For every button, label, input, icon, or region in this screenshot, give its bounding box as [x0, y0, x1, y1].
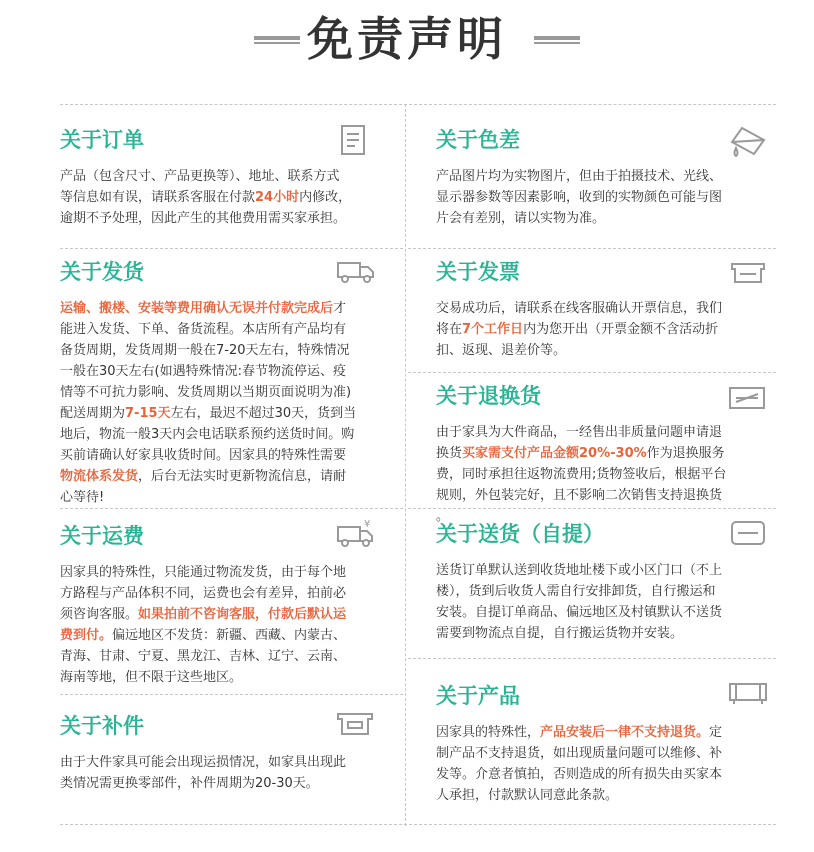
text-line [436, 485, 726, 506]
text-line [60, 340, 356, 361]
body-text: 配送周期为 [60, 406, 126, 421]
body-text: 青海、甘肃、宁夏、黑龙江、吉林、辽宁、云南、 [60, 649, 347, 664]
return-ticket-icon [728, 386, 766, 410]
text-line [436, 464, 726, 485]
text-line [60, 187, 351, 208]
divider [408, 658, 776, 659]
text-line [60, 562, 346, 583]
text-line [436, 722, 722, 743]
section-body [436, 298, 722, 361]
divider [405, 104, 406, 826]
text-line [60, 361, 356, 382]
text-line [60, 445, 356, 466]
text-line [436, 602, 722, 623]
text-line [436, 623, 722, 644]
body-text: 因家具的特殊性，只能通过物流发货，由于每个地 [60, 565, 347, 580]
section-title: 关于订单 [60, 128, 144, 152]
section-body [60, 298, 356, 508]
body-text: 产品（包含尺寸、产品更换等）、地址、联系方式 [60, 169, 340, 184]
section-body [436, 422, 726, 527]
highlight-text: 7-15天 [125, 406, 171, 421]
body-text: 扣、返现、退差价等。 [436, 343, 567, 358]
body-text: 交易成功后，请联系在线客服确认开票信息，我们 [436, 301, 723, 316]
section-body [60, 166, 351, 229]
highlight-text: 物流体系发货 [60, 469, 139, 484]
section-body [436, 560, 722, 644]
page-title: 免责声明 [307, 12, 507, 66]
text-line [436, 764, 722, 785]
text-line [60, 424, 356, 445]
divider [408, 372, 776, 373]
body-text: 定 [709, 725, 723, 740]
body-text: 作为退换服务 [646, 446, 725, 461]
section-title: 关于产品 [436, 684, 520, 708]
body-text: 才 [333, 301, 347, 316]
body-text: 备货周期，发货周期一般在7-20天左右，特殊情况 [60, 343, 350, 358]
body-text: 情等不可抗力影响、发货周期以当期页面说明为准) [60, 385, 352, 400]
card-icon [730, 520, 766, 546]
invoice-icon [730, 262, 766, 284]
highlight-text: 买家需支付产品金额20%-30% [462, 446, 647, 461]
body-text: 买前请确认好家具收货时间。因家具的特殊性需要 [60, 448, 347, 463]
body-text: 一般在30天左右(如遇特殊情况:春节物流停运、疫 [60, 364, 346, 379]
section-title: 关于补件 [60, 714, 144, 738]
section-body [436, 166, 722, 229]
text-line [60, 208, 351, 229]
body-text: 等信息如有误，请联系客服在付款 [60, 190, 256, 205]
section-body [436, 722, 722, 806]
text-line [60, 298, 356, 319]
paint-bucket-icon [728, 124, 770, 160]
body-text: 内为您开出（开票金额不含活动折 [523, 322, 719, 337]
body-text: 将在 [436, 322, 463, 337]
divider [60, 824, 776, 825]
body-text: 地后，物流一般3天内会电话联系预约送货时间。购 [60, 427, 355, 442]
highlight-text: 7个工作日 [462, 322, 524, 337]
body-text: 左右，最迟不超过30天，货到当 [170, 406, 357, 421]
section-body [60, 562, 346, 688]
highlight-text: 如果拍前不咨询客服，付款后默认运 [138, 607, 347, 622]
text-line [60, 319, 356, 340]
text-line [436, 581, 722, 602]
highlight-text: 运输、搬楼、安装等费用确认无误并付款完成后 [60, 301, 334, 316]
highlight-text: 费到付。 [60, 628, 113, 643]
body-text: 海南等地，但不限于这些地区。 [60, 670, 243, 685]
text-line [60, 752, 346, 773]
section-title: 关于送货（自提） [436, 522, 604, 546]
divider [408, 248, 776, 249]
text-line [436, 443, 726, 464]
body-text: 显示器参数等因素影响，收到的实物颜色可能与图 [436, 190, 723, 205]
text-line [60, 625, 346, 646]
body-text: 偏远地区不发货：新疆、西藏、内蒙古、 [112, 628, 347, 643]
text-line [60, 646, 346, 667]
section-title: 关于退换货 [436, 384, 541, 408]
section-title: 关于发票 [436, 260, 520, 284]
body-text: 规则，外包装完好，且不影响二次销售支持退换货 [436, 488, 723, 503]
divider [60, 694, 403, 695]
text-line [60, 773, 346, 794]
body-text: 类情况需更换零部件，补件周期为20-30天。 [60, 776, 319, 791]
sofa-icon [728, 680, 768, 706]
body-text: 费，同时承担往返物流费用;货物签收后，根据平台 [436, 467, 727, 482]
divider [60, 508, 403, 509]
body-text: 安装。自提订单商品、偏远地区及村镇默认不送货 [436, 605, 723, 620]
section-title: 关于色差 [436, 128, 520, 152]
parts-box-icon [336, 712, 374, 736]
body-text: 内修改， [299, 190, 352, 205]
body-text: 需要到物流点自提，自行搬运货物并安装。 [436, 626, 684, 641]
body-text: 逾期不予处理，因此产生的其他费用需买家承担。 [60, 211, 347, 226]
body-text: 发等。介意者慎拍，否则造成的所有损失由买家本 [436, 767, 723, 782]
divider [60, 104, 776, 105]
text-line [436, 319, 722, 340]
body-text: 能进入发货、下单、备货流程。本店所有产品均有 [60, 322, 347, 337]
body-text: 因家具的特殊性， [436, 725, 541, 740]
section-title: 关于运费 [60, 524, 144, 548]
body-text: 须咨询客服。 [60, 607, 139, 622]
section-body [60, 752, 346, 794]
text-line [436, 422, 726, 443]
text-line [436, 340, 722, 361]
body-text: 由于家具为大件商品，一经售出非质量问题申请退 [436, 425, 723, 440]
highlight-text: 24小时 [255, 190, 300, 205]
text-line [60, 466, 356, 487]
highlight-text: 产品安装后一律不支持退货。 [540, 725, 710, 740]
body-text: 。 [436, 509, 450, 524]
text-line [60, 403, 356, 424]
body-text: 心等待! [60, 490, 105, 505]
text-line [436, 208, 722, 229]
text-line [60, 487, 356, 508]
text-line [436, 560, 722, 581]
body-text: 由于大件家具可能会出现运损情况，如家具出现此 [60, 755, 347, 770]
text-line [436, 187, 722, 208]
text-line [60, 604, 346, 625]
body-text: 片会有差别，请以实物为准。 [436, 211, 606, 226]
body-text: 制产品不支持退货，如出现质量问题可以维修、补 [436, 746, 723, 761]
delivery-fee-icon [336, 518, 376, 548]
text-line [436, 743, 722, 764]
body-text: 楼），货到后收货人需自行安排卸货，自行搬运和 [436, 584, 716, 599]
section-title: 关于发货 [60, 260, 144, 284]
body-text: 换货 [436, 446, 463, 461]
page-header [0, 0, 814, 92]
body-text: 方路程与产品体积不同，运费也会有差异，拍前必 [60, 586, 347, 601]
text-line [436, 785, 722, 806]
text-line [436, 298, 722, 319]
truck-icon [336, 260, 376, 284]
body-text: ，后台无法实时更新物流信息，请耐 [138, 469, 347, 484]
body-text: 产品图片均为实物图片，但由于拍摄技术、光线、 [436, 169, 723, 184]
svg-text:¥: ¥ [364, 519, 371, 530]
text-line [60, 382, 356, 403]
text-line [60, 583, 346, 604]
document-icon [340, 124, 368, 156]
body-text: 送货订单默认送到收货地址楼下或小区门口（不上 [436, 563, 723, 578]
body-text: 人承担，付款默认同意此条款。 [436, 788, 619, 803]
text-line [60, 667, 346, 688]
text-line [436, 166, 722, 187]
text-line [60, 166, 351, 187]
divider [60, 248, 403, 249]
